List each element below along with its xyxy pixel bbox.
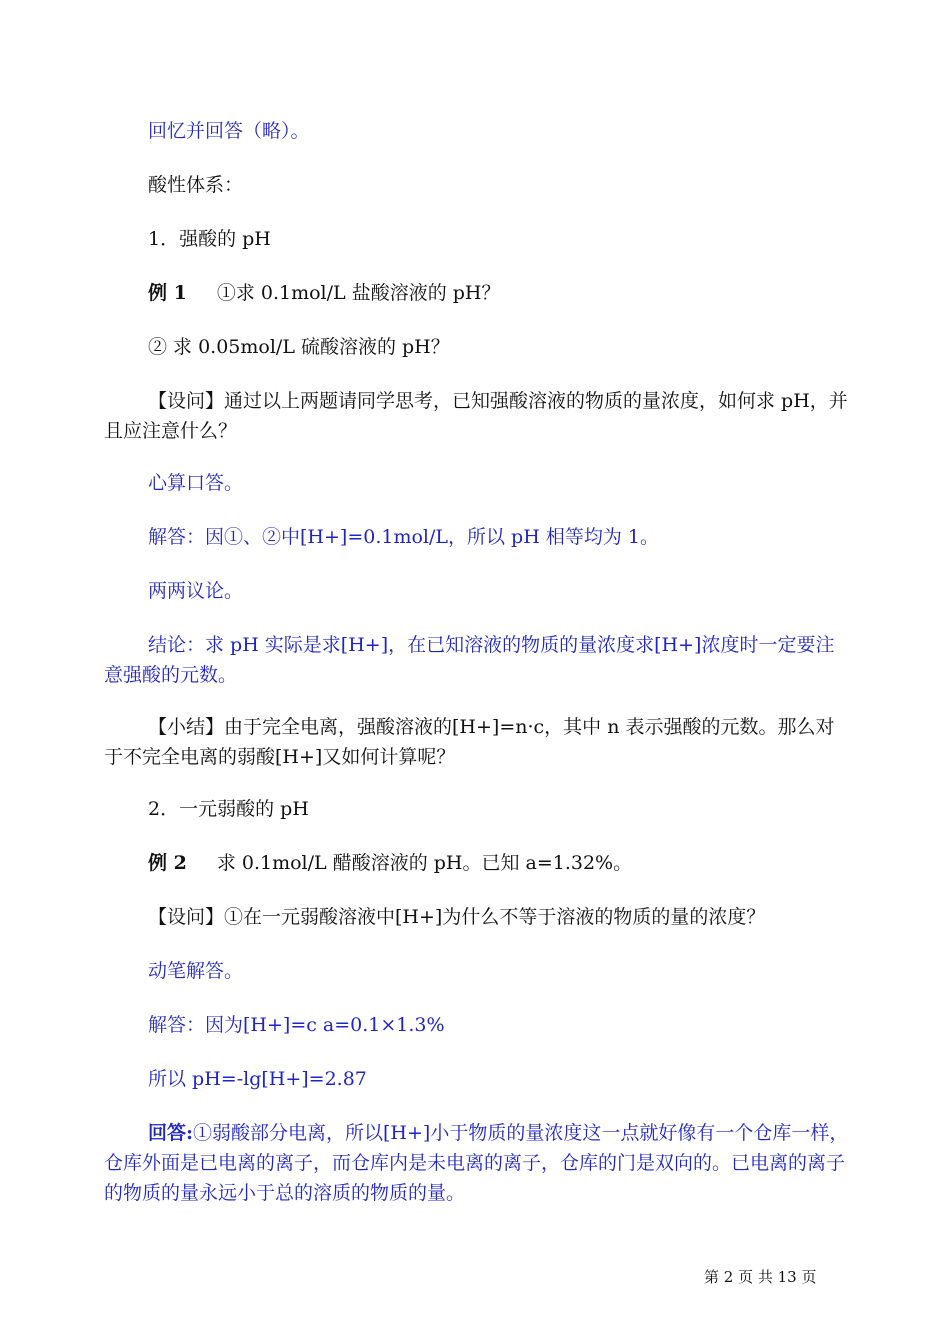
answer-2-result-line: 所以 pH=-lg[H+]=2.87 xyxy=(148,1068,367,1090)
reply-label: 回答: xyxy=(148,1122,194,1144)
reply-paragraph xyxy=(104,1118,849,1208)
example-1 xyxy=(148,278,500,308)
ask-2-text: ①在一元弱酸溶液中[H+]为什么不等于溶液的物质的量的浓度？ xyxy=(224,906,766,928)
summary-text: 由于完全电离，强酸溶液的[H+]=n·c，其中 n 表示强酸的元数。那么对于不完全电离的弱酸[H+]又如何计算呢？ xyxy=(104,716,835,768)
page-footer: 第 2 页 共 13 页 xyxy=(704,1268,817,1286)
ask-1-paragraph xyxy=(104,386,849,446)
section-2-heading: 2．一元弱酸的 pH xyxy=(148,798,309,820)
discuss-line: 两两议论。 xyxy=(148,580,244,602)
example-1-label: 例 1 xyxy=(148,282,187,304)
example-2 xyxy=(148,848,632,878)
example-1-question-2: ② 求 0.05mol/L 硫酸溶液的 pH？ xyxy=(148,336,450,358)
ask-2-line xyxy=(148,902,765,932)
recall-line: 回忆并回答（略）。 xyxy=(148,120,310,142)
summary-label: 【小结】 xyxy=(148,716,225,738)
example-2-text: 求 0.1mol/L 醋酸溶液的 pH。已知 a=1.32%。 xyxy=(216,852,633,874)
section-1-heading: 1．强酸的 pH xyxy=(148,228,271,250)
reply-text: ①弱酸部分电离，所以[H+]小于物质的量浓度这一点就好像有一个仓库一样，仓库外面是已电离的离子，而仓库内是未电离的离子，仓库的门是双向的。已电离的离子的物质的量永远小于总的溶质的物质的量。 xyxy=(104,1122,849,1204)
ask-1-text: 通过以上两题请同学思考，已知强酸溶液的物质的量浓度，如何求 pH，并且应注意什么？ xyxy=(104,390,848,442)
ask-1-label: 【设问】 xyxy=(148,390,225,412)
conclusion-paragraph: 结论：求 pH 实际是求[H+]，在已知溶液的物质的量浓度求[H+]浓度时一定要注意强酸的元数。 xyxy=(104,634,835,686)
acid-system-heading: 酸性体系： xyxy=(148,174,244,196)
summary-paragraph xyxy=(104,712,849,772)
mental-answer-line: 心算口答。 xyxy=(148,472,244,494)
ask-2-label: 【设问】 xyxy=(148,906,225,928)
answer-2-line: 解答：因为[H+]=c a=0.1×1.3% xyxy=(148,1014,445,1036)
pen-answer-line: 动笔解答。 xyxy=(148,960,244,982)
example-2-label: 例 2 xyxy=(148,852,187,874)
example-1-text: ①求 0.1mol/L 盐酸溶液的 pH？ xyxy=(216,282,501,304)
answer-1-line: 解答：因①、②中[H+]=0.1mol/L，所以 pH 相等均为 1。 xyxy=(148,526,659,548)
